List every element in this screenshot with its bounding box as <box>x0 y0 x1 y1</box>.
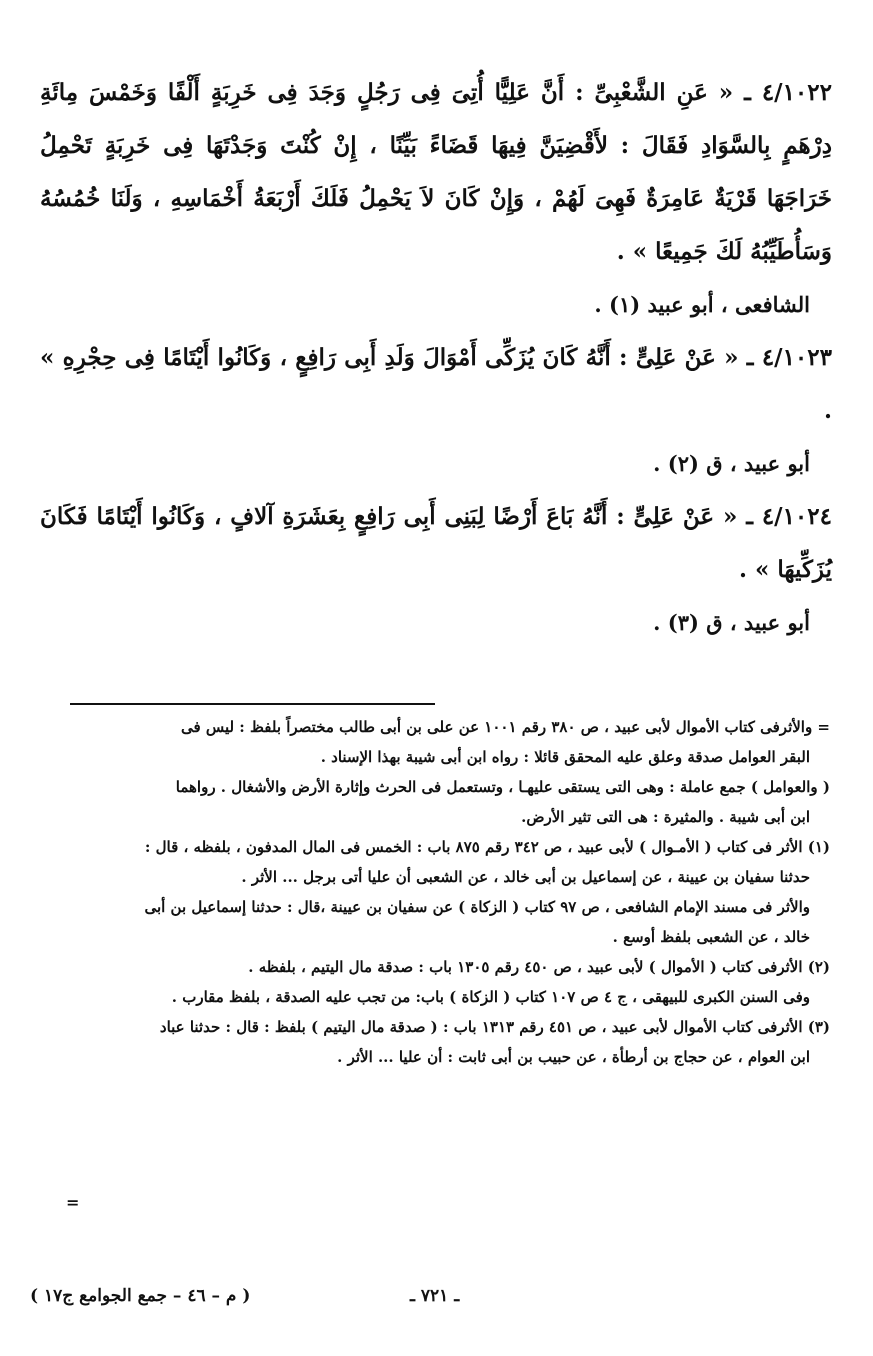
footnote-line: ابن العوام ، عن حجاج بن أرطأة ، عن حبيب بن أبى ثابت : أن عليا ... الأثر . <box>337 1048 810 1066</box>
footnote-line: وفى السنن الكبرى للبيهقى ، ج ٤ ص ١٠٧ كتاب ( الزكاة ) باب: من تجب عليه الصدقة ، بلفظ مقارب . <box>171 988 810 1006</box>
hadith-1023: ٤/١٠٢٣ ـ « عَنْ عَلِىٍّ : أَنَّهُ كَانَ يُزَكِّى أَمْوَالَ وَلَدِ أَبِى رَافِعٍ ، وَكَانُوا أَيْتَامًا فِى حِجْرِهِ » . <box>40 344 832 424</box>
footnote-divider <box>70 703 435 705</box>
footnote-1: (١) الأثر فى كتاب ( الأمـوال ) لأبى عبيد ، ص ٣٤٢ رقم ٨٧٥ باب : الخمس فى المال المدفون ، بلفظه ، قال : <box>144 838 830 856</box>
footnote-line: = والأثرفى كتاب الأموال لأبى عبيد ، ص ٣٨٠ رقم ١٠٠١ عن على بن أبى طالب مختصراً بلفظ : ليس فى <box>180 718 830 736</box>
footnote-line: ابن أبى شيبة . والمثيرة : هى التى تثير الأرض. <box>521 808 810 826</box>
source-1023: أبو عبيد ، ق (٢) . <box>653 451 810 476</box>
continuation-mark: = <box>66 1193 80 1212</box>
footnote-2: (٢) الأثرفى كتاب ( الأموال ) لأبى عبيد ، ص ٤٥٠ رقم ١٣٠٥ باب : صدقة مال اليتيم ، بلفظه . <box>248 958 830 976</box>
footnote-line: والأثر فى مسند الإمام الشافعى ، ص ٩٧ كتاب ( الزكاة ) عن سفيان بن عيينة ،قال : حدثنا إسماعيل بن أبى <box>144 898 810 916</box>
page-number: ـ ٧٢١ ـ <box>410 1286 460 1306</box>
footnote-line: البقر العوامل صدقة وعلق عليه المحقق قائلا : رواه ابن أبى شيبة بهذا الإسناد . <box>320 748 810 766</box>
source-1022: الشافعى ، أبو عبيد (١) . <box>594 292 810 317</box>
main-text <box>40 66 832 649</box>
footnote-line: خالد ، عن الشعبى بلفظ أوسع . <box>612 928 810 946</box>
hadith-1024: ٤/١٠٢٤ ـ « عَنْ عَلِىٍّ : أَنَّهُ بَاعَ أَرْضًا لِبَنِى أَبِى رَافِعٍ بِعَشَرَةِ آلافٍ ، وَكَانُوا أَيْتَامًا فَكَانَ يُزَكِّيهَا » . <box>40 503 832 583</box>
footnote-line: حدثنا سفيان بن عيينة ، عن إسماعيل بن أبى خالد ، عن الشعبى أن عليا أتى برجل ... الأثر . <box>241 868 810 886</box>
page-footer <box>30 1286 840 1316</box>
footnote-line: ( والعوامل ) جمع عاملة : وهى التى يستقى عليهـا ، وتستعمل فى الحرث وإثارة الأرض والأشغال . رواهما <box>175 778 830 796</box>
footnote-3: (٣) الأثرفى كتاب الأموال لأبى عبيد ، ص ٤٥١ رقم ١٣١٣ باب : ( صدقة مال اليتيم ) بلفظ : قال : حدثنا عباد <box>159 1018 830 1036</box>
signature-mark: ( م – ٤٦ – جمع الجوامع ج١٧ ) <box>30 1286 251 1306</box>
footnotes <box>40 712 830 1072</box>
source-1024: أبو عبيد ، ق (٣) . <box>653 610 810 635</box>
hadith-1022: ٤/١٠٢٢ ـ « عَنِ الشَّعْبِىِّ : أَنَّ عَلِيًّا أُتِىَ فِى رَجُلٍ وَجَدَ فِى خَرِبَةٍ أَلْفًا وَخَمْسَ مِائَةِ دِرْهَمٍ بِالسَّوَادِ فَقَالَ : لأَقْضِيَنَّ فِيهَا قَضَاءً بَيِّنًا ، إِنْ كُنْتَ وَجَدْتَهَا فِى خَرِبَةٍ تَحْمِلُ خَرَاجَهَا قَرْيَةٌ عَامِرَةٌ فَهِىَ لَهُمْ ، وَإِنْ كَانَ لاَ يَحْمِلُ فَلَكَ أَرْبَعَةُ أَخْمَاسِهِ ، وَلَنَا خُمُسُهُ وَسَأُطَيِّبُهُ لَكَ جَمِيعًا » . <box>40 79 832 265</box>
